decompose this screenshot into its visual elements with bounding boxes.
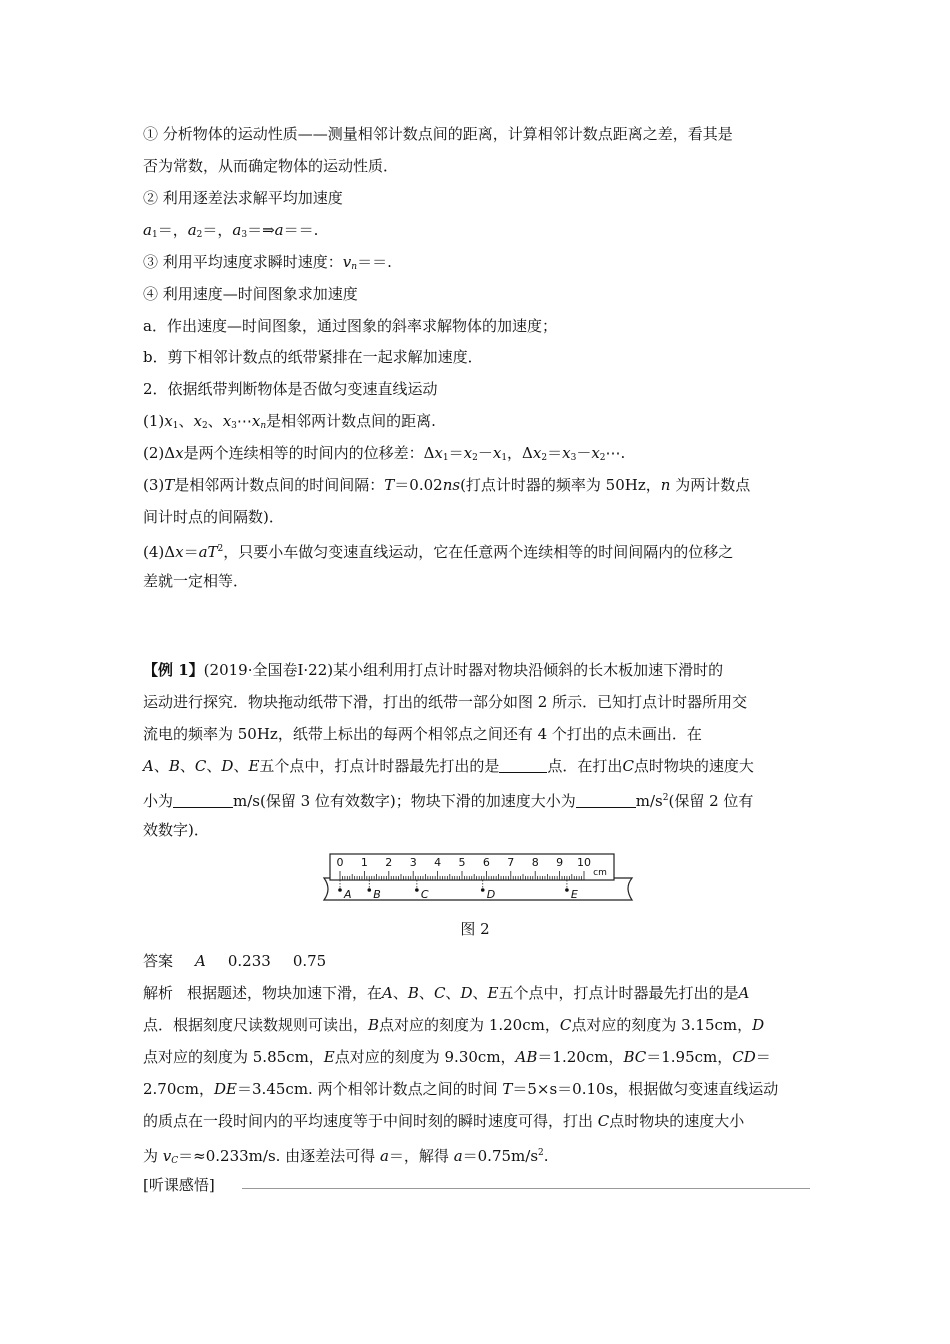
sub: 1	[501, 453, 508, 463]
text: ③ 利用平均速度求瞬时速度：	[143, 253, 343, 271]
var: A	[143, 757, 154, 775]
answer-label: 答案	[143, 952, 174, 970]
sub: 3	[241, 230, 248, 240]
para-line: b．剪下相邻计数点的纸带紧排在一起求解加速度．	[143, 348, 483, 366]
tape-point	[415, 888, 419, 892]
var: T	[164, 476, 175, 494]
example-line: 运动进行探究．物块拖动纸带下滑，打出的纸带一部分如图 2 所示．已知打点计时器所用交	[143, 693, 748, 711]
analysis-line	[143, 1047, 823, 1067]
var: x	[562, 444, 571, 462]
sub: 1	[151, 230, 158, 240]
text: .	[543, 1147, 549, 1165]
var: a	[143, 221, 152, 239]
text: ＝＝.	[283, 221, 319, 239]
text: m/s(保留 3 位有效数字)；物块下滑的加速度大小为	[233, 792, 576, 810]
text: ＝	[547, 444, 563, 462]
sub: 2	[196, 230, 203, 240]
text: ＝≈0.233m/s. 由逐差法可得	[178, 1147, 380, 1165]
sub: 2	[201, 421, 208, 431]
var: D	[221, 757, 234, 775]
section-heading: 2．依据纸带判断物体是否做匀变速直线运动	[143, 380, 438, 398]
var: BC	[623, 1048, 647, 1066]
text: ＝1.95cm，	[646, 1048, 733, 1066]
ruler-tick-label: 6	[482, 856, 490, 869]
point-label: A	[344, 888, 352, 901]
para-line: 差就一定相等．	[143, 572, 249, 590]
ruler-tick-label: 5	[458, 856, 466, 869]
answer-line	[143, 951, 823, 971]
text: 点对应的刻度为 3.15cm，	[571, 1016, 753, 1034]
text: ＝3.45cm. 两个相邻计数点之间的时间	[237, 1080, 503, 1098]
text: 小为	[143, 792, 174, 810]
var: x	[591, 444, 600, 462]
tape-point	[481, 888, 485, 892]
var: x	[164, 412, 173, 430]
answer-blank[interactable]	[173, 793, 233, 808]
var: A	[738, 984, 750, 1002]
tape-point	[565, 888, 569, 892]
answer-value: A	[195, 952, 206, 970]
var: T	[384, 476, 395, 494]
var: a	[187, 221, 197, 239]
text: ＝	[183, 543, 199, 561]
var: D	[752, 1016, 765, 1034]
var: D	[460, 984, 473, 1002]
answer-value: 0.75	[292, 952, 327, 970]
answer-blank[interactable]	[576, 793, 636, 808]
ruler-tick-label: 4	[434, 856, 442, 869]
text: ＝5×s＝0.10s，根据做匀变速直线运动	[512, 1080, 779, 1098]
var: E	[248, 757, 260, 775]
text: 2.70cm，	[143, 1080, 215, 1098]
point-label: E	[570, 888, 578, 901]
ruler-tick-label: 10	[577, 856, 591, 869]
text: ＝＝.	[357, 253, 392, 271]
para-line: 否为常数，从而确定物体的运动性质．	[143, 157, 399, 175]
text: ＝	[755, 1048, 771, 1066]
text: 、	[153, 757, 169, 775]
text: 、	[233, 757, 249, 775]
example-line	[143, 660, 823, 680]
var: ns	[442, 476, 461, 494]
text: 点．在打出	[547, 757, 623, 775]
var: B	[168, 757, 180, 775]
text: ，只要小车做匀变速直线运动，它在任意两个连续相等的时间间隔内的位移之	[223, 543, 734, 561]
para-line	[143, 539, 823, 562]
var: C	[433, 984, 446, 1002]
text: ⋯	[236, 412, 252, 430]
sub: 1	[442, 453, 449, 463]
formula-line	[143, 220, 823, 245]
sub: n	[260, 421, 267, 431]
sub: 3	[231, 421, 237, 431]
analysis-line	[143, 1015, 823, 1035]
sub: 3	[570, 453, 577, 463]
sub: 2	[541, 453, 548, 463]
text: ＝1.20cm，	[537, 1048, 624, 1066]
para-line: ① 分析物体的运动性质——测量相邻计数点间的距离，计算相邻计数点距离之差，看其是	[143, 125, 733, 143]
sub: 1	[172, 421, 179, 431]
text: 点对应的刻度为 5.85cm，	[143, 1048, 324, 1066]
var: a	[453, 1147, 463, 1165]
ruler-tick-label: 7	[507, 856, 515, 869]
example-line: 流电的频率为 50Hz，纸带上标出的每两个相邻点之间还有 4 个打出的点未画出．在	[143, 725, 702, 743]
text: ＝，	[157, 221, 188, 239]
text: ＝0.02	[394, 476, 443, 494]
text: 、	[206, 757, 222, 775]
sub: C	[171, 1156, 179, 1166]
var: x	[175, 444, 184, 462]
text: (保留 2 位有	[668, 792, 754, 810]
var: C	[622, 757, 634, 775]
var: v	[342, 253, 352, 271]
text: 、	[178, 412, 194, 430]
ruler-tick-label: 9	[556, 856, 564, 869]
text: (1)	[143, 412, 165, 430]
text: ⋯.	[605, 444, 626, 462]
var: a	[274, 221, 284, 239]
var: x	[251, 412, 261, 430]
var: x	[434, 444, 443, 462]
text: －	[576, 444, 592, 462]
figure-ruler-tape	[320, 850, 640, 910]
notes-line[interactable]	[242, 1188, 810, 1189]
analysis-line	[143, 1079, 823, 1099]
text: 、	[445, 984, 461, 1002]
ruler-tick-label: 1	[360, 856, 368, 869]
formula-line	[143, 252, 823, 277]
point-label: D	[486, 888, 496, 901]
text: 、	[472, 984, 488, 1002]
figure-caption: 图 2	[460, 920, 490, 938]
ruler-tick-label: 2	[385, 856, 393, 869]
para-line: a．作出速度—时间图象，通过图象的斜率求解物体的加速度；	[143, 317, 557, 335]
text: 的质点在一段时间内的平均速度等于中间时刻的瞬时速度可得，打出	[143, 1112, 598, 1130]
text: ＝⇒	[247, 221, 275, 239]
var: B	[368, 1016, 380, 1034]
var: n	[660, 476, 671, 494]
text: (2)Δ	[143, 444, 176, 462]
var: x	[193, 412, 202, 430]
sub: 2	[472, 453, 478, 463]
text: 点时物块的速度大小	[609, 1112, 745, 1130]
text: 为	[143, 1147, 163, 1165]
text: 、	[418, 984, 434, 1002]
sub: 2	[599, 453, 606, 463]
text: 是两个连续相等的时间内的位移差：Δ	[183, 444, 435, 462]
text: 是相邻两计数点间的距离.	[266, 412, 436, 430]
para-line	[143, 475, 823, 495]
answer-value: 0.233	[227, 952, 271, 970]
var: AB	[515, 1048, 538, 1066]
text: 五个点中，打点计时器最先打出的是	[259, 757, 500, 775]
var: a	[232, 221, 242, 239]
var: E	[487, 984, 499, 1002]
var: x	[463, 444, 473, 462]
text: ，Δ	[507, 444, 533, 462]
para-line: ② 利用逐差法求解平均加速度	[143, 189, 343, 207]
sup: 2	[662, 793, 669, 803]
sub: n	[351, 262, 358, 272]
analysis-line	[143, 1111, 823, 1131]
var: x	[532, 444, 542, 462]
var: a	[379, 1147, 389, 1165]
example-line	[143, 788, 823, 811]
para-line: 间计时点的间隔数)．	[143, 508, 284, 526]
text: 五个点中，打点计时器最先打出的是	[498, 984, 739, 1002]
var: DE	[214, 1080, 238, 1098]
text: 点对应的刻度为 9.30cm，	[334, 1048, 516, 1066]
para-line	[143, 411, 823, 436]
var: x	[175, 543, 184, 561]
var: E	[323, 1048, 335, 1066]
analysis-label: 解析	[143, 984, 174, 1002]
text: －	[477, 444, 493, 462]
tape-point	[338, 888, 342, 892]
var: x	[492, 444, 502, 462]
var: x	[222, 412, 232, 430]
notes-label: [听课感悟]	[143, 1176, 215, 1194]
text: (2019·全国卷Ⅰ·22)某小组利用打点计时器对物块沿倾斜的长木板加速下滑时的	[203, 661, 724, 679]
text: (3)	[143, 476, 165, 494]
para-line	[143, 443, 823, 468]
var: C	[597, 1112, 610, 1130]
var: v	[162, 1147, 172, 1165]
text: 、	[207, 412, 223, 430]
sup: 2	[538, 1148, 544, 1158]
answer-blank[interactable]	[499, 758, 547, 773]
point-label: C	[420, 888, 429, 901]
analysis-line	[143, 983, 823, 1003]
text: 、	[179, 757, 195, 775]
text: ＝0.75m/s	[462, 1147, 539, 1165]
text: (打点计时器的频率为 50Hz，	[460, 476, 661, 494]
text: ＝，	[202, 221, 233, 239]
var: CD	[732, 1048, 756, 1066]
var: aT	[198, 543, 218, 561]
text: ＝，解得	[388, 1147, 454, 1165]
var: A	[382, 984, 393, 1002]
example-line	[143, 756, 823, 776]
text: 点时物块的速度大	[633, 757, 754, 775]
ruler-tick-label: 3	[409, 856, 417, 869]
point-label: B	[373, 888, 381, 901]
ruler-tick-label: 0	[336, 856, 344, 869]
tape-point	[367, 888, 371, 892]
text: (4)Δ	[143, 543, 176, 561]
text: 点对应的刻度为 1.20cm，	[379, 1016, 560, 1034]
text: 点．根据刻度尺读数规则可读出，	[143, 1016, 369, 1034]
text: 为两计数点	[670, 476, 751, 494]
ruler-unit-label: cm	[593, 868, 607, 878]
text: ＝	[448, 444, 464, 462]
para-line: ④ 利用速度—时间图象求加速度	[143, 285, 358, 303]
text: m/s	[635, 792, 663, 810]
var: C	[194, 757, 207, 775]
text: 是相邻两计数点间的时间间隔：	[174, 476, 385, 494]
var: C	[559, 1016, 572, 1034]
sup: 2	[217, 544, 224, 554]
var: B	[407, 984, 419, 1002]
example-line: 效数字)．	[143, 821, 209, 839]
text: 根据题述，物块加速下滑，在	[187, 984, 383, 1002]
example-tag: 【例 1】	[143, 661, 204, 679]
ruler-tick-label: 8	[531, 856, 539, 869]
analysis-line	[143, 1143, 823, 1171]
text: 、	[392, 984, 408, 1002]
var: T	[502, 1080, 513, 1098]
